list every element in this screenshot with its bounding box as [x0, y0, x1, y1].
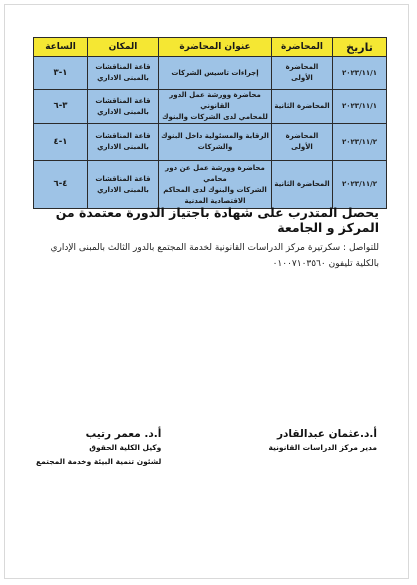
place-line: قاعة المناقشات — [95, 96, 151, 105]
title-line: والشركات — [197, 143, 233, 151]
signatory-name: أ.د. معمر رتيب — [85, 428, 162, 440]
table-row — [34, 57, 387, 90]
place-line: بالمبنى الاداري — [97, 185, 149, 194]
place-line: قاعة المناقشات — [95, 63, 151, 71]
place-cell — [88, 161, 159, 209]
signatory-title: مدير مركز الدراسات القانونية — [268, 443, 377, 452]
time-cell: ٤-٦ — [34, 161, 88, 209]
title-cell — [159, 161, 272, 209]
title-cell — [159, 57, 272, 90]
lecture-cell: المحاضرة الثانية — [272, 90, 333, 124]
header-place: المكان — [88, 38, 159, 57]
title-cell — [159, 90, 272, 124]
time-cell: ٣-٦ — [34, 90, 88, 124]
place-line: بالمبنى الاداري — [97, 143, 149, 151]
signature-center-director — [268, 428, 377, 456]
lecture-cell: المحاضرة الأولى — [272, 57, 333, 90]
date-cell: ٢٠٢٣/١١/١ — [333, 90, 387, 124]
lecture-cell: المحاضرة الثانية — [272, 161, 333, 209]
place-line: بالمبنى الاداري — [97, 74, 149, 82]
contact-info — [29, 240, 379, 272]
header-time: الساعة — [34, 38, 88, 57]
date-cell: ٢٠٢٣/١١/٢ — [333, 161, 387, 209]
date-cell: ٢٠٢٣/١١/٢ — [333, 124, 387, 161]
signatory-title: لشئون تنمية البيئة وخدمة المجتمع — [36, 457, 162, 466]
place-line: بالمبنى الاداري — [97, 107, 149, 116]
title-cell — [159, 124, 272, 161]
signature-vice-dean — [36, 428, 161, 468]
place-line: قاعة المناقشات — [95, 174, 151, 183]
title-line: محاضرة وورشة عمل عن دور محامي — [165, 163, 265, 183]
table-header-row — [34, 38, 387, 57]
signatory-title: وكيل الكلية الحقوق — [89, 443, 162, 452]
place-cell — [88, 124, 159, 161]
title-line: الشركات والبنوك لدى المحاكم — [163, 185, 267, 194]
lecture-cell: المحاضرة الأولى — [272, 124, 333, 161]
table-row — [34, 161, 387, 209]
signatory-name: أ.د.عثمان عبدالقادر — [276, 428, 377, 440]
certificate-headline: يحصل المتدرب على شهادة باجتياز الدورة معتمدة من المركز و الجامعة — [55, 205, 379, 235]
time-cell: ١-٣ — [34, 57, 88, 90]
place-line: قاعة المناقشات — [95, 132, 151, 140]
time-cell: ١-٤ — [34, 124, 88, 161]
table-row — [34, 90, 387, 124]
place-cell — [88, 57, 159, 90]
header-date: تاريخ — [333, 38, 387, 57]
header-title: عنوان المحاضرة — [159, 38, 272, 57]
title-line: الرقابة والمسئولية داخل البنوك — [161, 132, 269, 140]
header-lecture: المحاضرة — [272, 38, 333, 57]
contact-phone-line: بالكلية تليفون ٠١٠٠٧١٠٣٥٦٠ — [272, 259, 379, 269]
place-cell — [88, 90, 159, 124]
contact-line: للتواصل : سكرتيرة مركز الدراسات القانونية لخدمة المجتمع بالدور الثالث بالمبنى الإداري — [50, 243, 379, 253]
title-line: الاقتصادية المدنية — [184, 196, 246, 205]
table-row — [34, 124, 387, 161]
title-line: للمحامي لدى الشركات والبنوك — [162, 113, 268, 121]
date-cell: ٢٠٢٣/١١/١ — [333, 57, 387, 90]
title-line: إجراءات تاسيس الشركات — [171, 68, 259, 77]
schedule-table — [33, 37, 387, 209]
title-line: محاضرة وورشة عمل الدور القانوني — [169, 91, 261, 110]
